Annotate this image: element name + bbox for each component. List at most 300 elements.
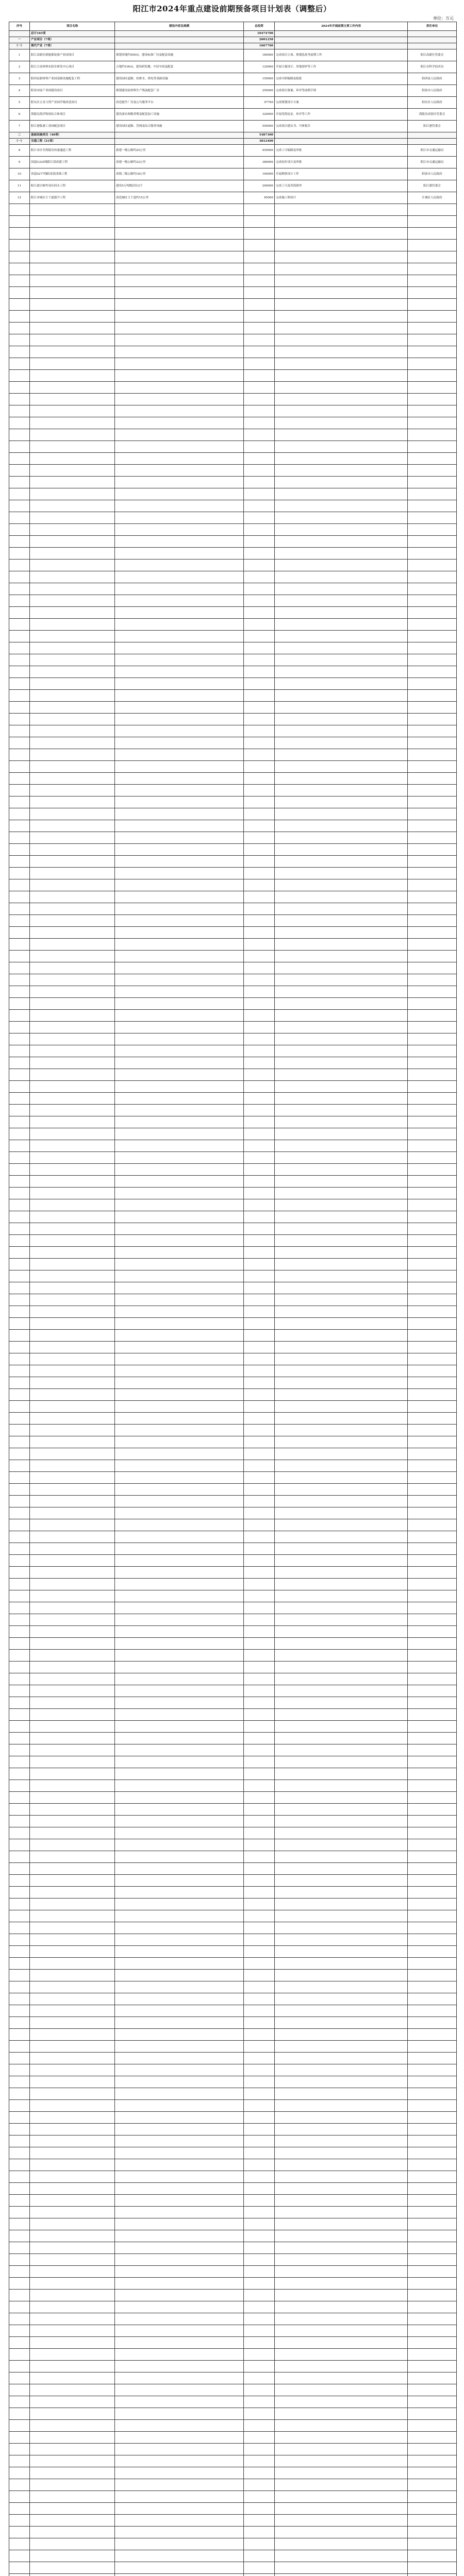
cell-empty (408, 1436, 457, 1448)
cell-empty (408, 891, 457, 903)
table-row-empty (9, 2538, 457, 2550)
cell-empty (115, 2053, 244, 2064)
cell-empty (275, 1235, 408, 1247)
cell-empty (9, 1105, 30, 1116)
cell-empty (408, 2527, 457, 2538)
cell-empty (9, 2479, 30, 2491)
cell-empty (244, 1579, 275, 1590)
cell-empty (244, 204, 275, 216)
cell-empty (115, 1721, 244, 1733)
cell-investment: 450000 (244, 145, 275, 157)
cell-empty (9, 2053, 30, 2064)
cell-empty (9, 2515, 30, 2527)
table-row-empty (9, 370, 457, 382)
cell-work (275, 132, 408, 139)
cell-empty (408, 1365, 457, 1377)
cell-empty (30, 1827, 115, 1839)
cell-empty (408, 951, 457, 962)
cell-empty (9, 536, 30, 548)
cell-empty (30, 2159, 115, 2171)
cell-empty (408, 1792, 457, 1804)
cell-empty (30, 761, 115, 773)
cell-empty (115, 856, 244, 868)
cell-empty (408, 2550, 457, 2562)
cell-empty (9, 1993, 30, 2005)
cell-investment: 1667760 (244, 43, 275, 49)
table-row-empty (9, 1910, 457, 1922)
cell-empty (115, 1081, 244, 1093)
header-investment: 总投资 (244, 22, 275, 31)
cell-empty (9, 2550, 30, 2562)
cell-empty (244, 1436, 275, 1448)
cell-work: 完成工可及用海预审 (275, 180, 408, 192)
cell-empty (275, 1543, 408, 1555)
cell-empty (275, 903, 408, 915)
cell-empty (9, 1946, 30, 1958)
cell-empty (115, 1981, 244, 1993)
cell-empty (244, 2171, 275, 2183)
cell-empty (30, 2301, 115, 2313)
cell-empty (9, 2147, 30, 2159)
cell-empty (244, 868, 275, 879)
cell-empty (30, 1922, 115, 1934)
table-row-empty (9, 1128, 457, 1140)
cell-empty (115, 1164, 244, 1176)
table-row-empty (9, 1188, 457, 1199)
cell-empty (115, 2183, 244, 2195)
cell-empty (244, 488, 275, 500)
cell-empty (275, 1259, 408, 1270)
cell-empty (9, 2266, 30, 2278)
cell-empty (30, 714, 115, 725)
cell-empty (115, 915, 244, 927)
cell-empty (408, 2313, 457, 2325)
cell-empty (408, 1626, 457, 1638)
cell-empty (115, 1839, 244, 1851)
cell-empty (275, 1057, 408, 1069)
cell-empty (30, 2254, 115, 2266)
table-row-empty (9, 1673, 457, 1685)
cell-empty (244, 1188, 275, 1199)
cell-empty (275, 571, 408, 583)
cell-empty (115, 2455, 244, 2467)
cell-empty (115, 1827, 244, 1839)
cell-empty (30, 488, 115, 500)
cell-empty (9, 820, 30, 832)
cell-empty (9, 2574, 30, 2576)
cell-empty (115, 2112, 244, 2124)
cell-empty (9, 299, 30, 311)
cell-empty (115, 500, 244, 512)
cell-empty (30, 1199, 115, 1211)
cell-empty (275, 2491, 408, 2503)
table-row-empty (9, 323, 457, 334)
cell-empty (275, 346, 408, 358)
cell-empty (408, 1270, 457, 1282)
cell-empty (408, 844, 457, 856)
cell-empty (30, 311, 115, 323)
cell-empty (408, 2455, 457, 2467)
cell-empty (115, 405, 244, 417)
cell-empty (408, 1199, 457, 1211)
cell-empty (30, 808, 115, 820)
cell-empty (30, 429, 115, 441)
table-row-empty (9, 2124, 457, 2136)
cell-empty (244, 1744, 275, 1756)
table-row-empty (9, 2301, 457, 2313)
cell-empty (244, 939, 275, 951)
table-row-empty (9, 1756, 457, 1768)
cell-empty (115, 773, 244, 785)
cell-empty (408, 1910, 457, 1922)
cell-empty (408, 453, 457, 465)
cell-empty (30, 2491, 115, 2503)
cell-empty (30, 323, 115, 334)
cell-empty (115, 2207, 244, 2218)
cell-empty (9, 2088, 30, 2100)
cell-empty (115, 2242, 244, 2254)
table-row-empty (9, 1934, 457, 1946)
cell-empty (115, 2467, 244, 2479)
cell-empty (244, 951, 275, 962)
cell-empty (9, 690, 30, 702)
cell-empty (408, 394, 457, 405)
cell-empty (244, 1839, 275, 1851)
cell-empty (9, 2064, 30, 2076)
cell-empty (30, 1934, 115, 1946)
table-row-empty (9, 2515, 457, 2527)
cell-empty (275, 1590, 408, 1602)
cell-empty (115, 1590, 244, 1602)
cell-empty (244, 1922, 275, 1934)
cell-empty (244, 2053, 275, 2064)
cell-empty (9, 1282, 30, 1294)
cell-empty (9, 1970, 30, 1981)
cell-empty (115, 1709, 244, 1721)
cell-empty (244, 2124, 275, 2136)
cell-empty (9, 737, 30, 749)
cell-empty (275, 868, 408, 879)
cell-empty (244, 927, 275, 939)
cell-empty (115, 1282, 244, 1294)
cell-empty (115, 1958, 244, 1970)
cell-empty (408, 714, 457, 725)
table-row-empty (9, 1827, 457, 1839)
cell-no: 9 (9, 157, 30, 168)
cell-empty (9, 832, 30, 844)
cell-empty (115, 1567, 244, 1579)
cell-empty (9, 986, 30, 998)
cell-empty (115, 761, 244, 773)
cell-empty (244, 2041, 275, 2053)
cell-empty (9, 2159, 30, 2171)
cell-empty (9, 453, 30, 465)
cell-empty (275, 1934, 408, 1946)
cell-empty (30, 2183, 115, 2195)
cell-empty (408, 1768, 457, 1780)
cell-empty (30, 998, 115, 1010)
cell-empty (408, 1484, 457, 1496)
cell-empty (408, 1330, 457, 1342)
cell-empty (408, 1733, 457, 1744)
cell-empty (30, 2230, 115, 2242)
cell-empty (408, 1448, 457, 1460)
table-row-empty (9, 1555, 457, 1567)
table-row-empty (9, 2479, 457, 2491)
table-row-empty (9, 2503, 457, 2515)
cell-empty (244, 323, 275, 334)
cell-empty (115, 2408, 244, 2420)
cell-empty (30, 1543, 115, 1555)
cell-empty (9, 1756, 30, 1768)
table-row-empty (9, 2076, 457, 2088)
cell-empty (9, 2017, 30, 2029)
cell-empty (275, 1176, 408, 1188)
cell-empty (9, 1081, 30, 1093)
cell-empty (30, 1851, 115, 1863)
cell-empty (275, 1662, 408, 1673)
cell-empty (244, 2088, 275, 2100)
cell-empty (30, 524, 115, 536)
cell-empty (9, 619, 30, 631)
cell-no: 8 (9, 145, 30, 157)
cell-empty (9, 1673, 30, 1685)
cell-empty (244, 2455, 275, 2467)
cell-no: 11 (9, 180, 30, 192)
cell-empty (408, 2136, 457, 2147)
cell-empty (244, 1259, 275, 1270)
cell-empty (30, 500, 115, 512)
cell-empty (244, 2550, 275, 2562)
cell-empty (9, 678, 30, 690)
table-row-empty (9, 240, 457, 251)
table-row-empty (9, 1531, 457, 1543)
table-row-empty (9, 560, 457, 571)
cell-empty (244, 1496, 275, 1507)
cell-empty (408, 1045, 457, 1057)
table-row (9, 145, 457, 157)
table-row-empty (9, 678, 457, 690)
cell-name: 海陵岛海洋牧场综合体项目 (30, 109, 115, 121)
cell-empty (30, 903, 115, 915)
cell-empty (244, 1318, 275, 1330)
cell-empty (9, 488, 30, 500)
cell-empty (244, 2029, 275, 2041)
cell-empty (408, 1176, 457, 1188)
cell-empty (115, 1602, 244, 1614)
cell-empty (115, 2550, 244, 2562)
cell-empty (408, 2361, 457, 2372)
cell-empty (115, 536, 244, 548)
table-row-empty (9, 1899, 457, 1910)
cell-empty (275, 382, 408, 394)
cell-empty (244, 405, 275, 417)
cell-empty (244, 2562, 275, 2574)
cell-empty (408, 560, 457, 571)
cell-empty (408, 1496, 457, 1507)
cell-empty (30, 1448, 115, 1460)
cell-empty (275, 642, 408, 654)
cell-empty (244, 1140, 275, 1152)
cell-work: 完成施工图设计 (275, 192, 408, 204)
cell-empty (115, 1188, 244, 1199)
cell-empty (30, 1010, 115, 1022)
cell-empty (408, 796, 457, 808)
cell-empty (115, 2337, 244, 2349)
cell-empty (408, 2444, 457, 2455)
cell-empty (275, 1389, 408, 1401)
cell-empty (275, 2455, 408, 2467)
cell-empty (408, 761, 457, 773)
cell-empty (30, 560, 115, 571)
cell-empty (9, 2100, 30, 2112)
cell-empty (244, 1827, 275, 1839)
cell-empty (9, 1211, 30, 1223)
cell-empty (244, 2384, 275, 2396)
cell-empty (115, 1318, 244, 1330)
cell-empty (9, 1662, 30, 1673)
cell-empty (115, 1934, 244, 1946)
cell-empty (244, 2017, 275, 2029)
cell-name: 现代产业（7项） (30, 43, 115, 49)
table-row-empty (9, 1247, 457, 1259)
table-row-empty (9, 1425, 457, 1436)
cell-empty (408, 2301, 457, 2313)
cell-empty (275, 1093, 408, 1105)
cell-empty (408, 2171, 457, 2183)
table-row (9, 168, 457, 180)
cell-empty (408, 1721, 457, 1733)
cell-empty (244, 1223, 275, 1235)
cell-empty (115, 1247, 244, 1259)
cell-empty (115, 346, 244, 358)
cell-empty (244, 465, 275, 477)
cell-empty (275, 2290, 408, 2301)
cell-empty (244, 642, 275, 654)
cell-empty (244, 1128, 275, 1140)
cell-empty (115, 1294, 244, 1306)
cell-empty (9, 287, 30, 299)
cell-empty (115, 998, 244, 1010)
table-row-empty (9, 2313, 457, 2325)
cell-empty (244, 1270, 275, 1282)
table-row-empty (9, 785, 457, 796)
table-row-empty (9, 1484, 457, 1496)
table-row-empty (9, 571, 457, 583)
cell-empty (275, 465, 408, 477)
cell-empty (30, 1567, 115, 1579)
cell-empty (244, 1851, 275, 1863)
cell-empty (115, 2503, 244, 2515)
cell-empty (408, 477, 457, 488)
cell-empty (9, 1685, 30, 1697)
cell-name: 阳江市区至海陵岛快速通道工程 (30, 145, 115, 157)
cell-empty (244, 2396, 275, 2408)
cell-empty (115, 488, 244, 500)
cell-empty (244, 737, 275, 749)
cell-empty (244, 1721, 275, 1733)
cell-empty (9, 571, 30, 583)
cell-empty (244, 453, 275, 465)
cell-empty (115, 1863, 244, 1875)
cell-empty (275, 714, 408, 725)
table-row-empty (9, 500, 457, 512)
cell-empty (408, 2159, 457, 2171)
cell-empty (275, 323, 408, 334)
cell-empty (115, 1377, 244, 1389)
cell-empty (244, 1638, 275, 1650)
cell-empty (9, 702, 30, 714)
cell-empty (244, 1887, 275, 1899)
cell-empty (408, 1756, 457, 1768)
cell-empty (408, 1306, 457, 1318)
cell-empty (115, 334, 244, 346)
cell-empty (30, 204, 115, 216)
cell-empty (275, 974, 408, 986)
cell-empty (30, 725, 115, 737)
cell-empty (30, 1081, 115, 1093)
cell-empty (275, 2515, 408, 2527)
table-row-empty (9, 1875, 457, 1887)
cell-empty (30, 1756, 115, 1768)
cell-name: 阳江市城区主干道提升工程 (30, 192, 115, 204)
cell-empty (244, 1342, 275, 1353)
cell-empty (275, 2230, 408, 2242)
cell-empty (9, 524, 30, 536)
table-row-empty (9, 2384, 457, 2396)
cell-empty (244, 1081, 275, 1093)
table-row-empty (9, 1448, 457, 1460)
cell-empty (408, 820, 457, 832)
cell-empty (408, 1555, 457, 1567)
cell-empty (408, 2207, 457, 2218)
cell-empty (115, 358, 244, 370)
cell-empty (244, 417, 275, 429)
table-group-row (9, 37, 457, 43)
cell-empty (275, 915, 408, 927)
cell-empty (275, 1839, 408, 1851)
cell-empty (115, 275, 244, 287)
cell-empty (275, 2183, 408, 2195)
cell-empty (408, 2290, 457, 2301)
cell-empty (30, 334, 115, 346)
cell-empty (9, 1816, 30, 1827)
cell-empty (30, 2076, 115, 2088)
cell-empty (30, 1069, 115, 1081)
cell-empty (408, 1709, 457, 1721)
cell-empty (408, 1543, 457, 1555)
cell-empty (275, 2313, 408, 2325)
cell-empty (275, 595, 408, 607)
cell-empty (408, 2053, 457, 2064)
cell-empty (244, 1484, 275, 1496)
table-header-row (9, 22, 457, 31)
cell-empty (244, 2503, 275, 2515)
cell-empty (275, 1638, 408, 1650)
cell-no: 4 (9, 85, 30, 97)
cell-empty (275, 536, 408, 548)
cell-empty (9, 417, 30, 429)
cell-empty (408, 251, 457, 263)
cell-empty (408, 1318, 457, 1330)
table-row (9, 121, 457, 132)
cell-empty (115, 2432, 244, 2444)
cell-empty (30, 1910, 115, 1922)
table-row-empty (9, 1105, 457, 1116)
cell-empty (9, 1401, 30, 1413)
cell-empty (408, 512, 457, 524)
cell-empty (9, 1188, 30, 1199)
